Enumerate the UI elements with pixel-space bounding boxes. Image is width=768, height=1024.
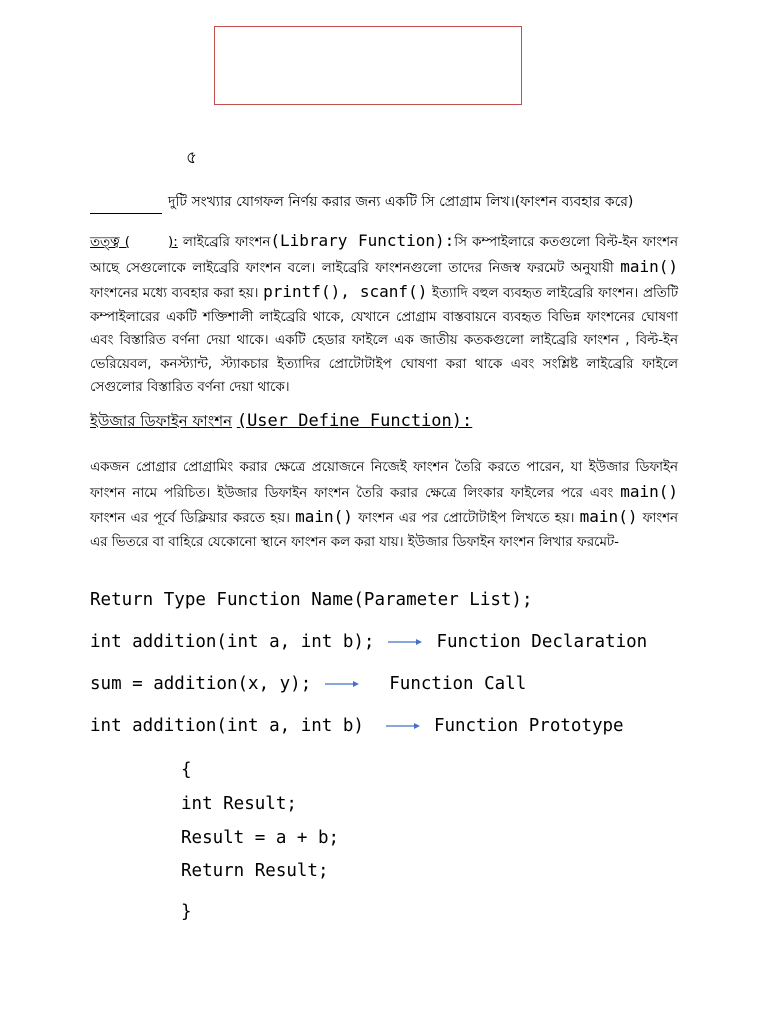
user-define-paragraph: একজন প্রোগ্রার প্রোগ্রামিং করার ক্ষেত্রে প্রয়োজনে নিজেই ফাংশন তৈরি করতে পারেন, যা ইউজার ডিফাইন ফাংশন নামে পরিচিত। ইউজার ডিফাইন ফাংশন তৈরি করার ক্ষেত্রে লিংকার ফাইলের পরে এবং main() ফাংশন এর পূর্বে ডিক্লিয়ার করতে হয়। main() ফাংশন এর পর প্রোটোটাইপ লিখতে হয়। main() ফাংশন এর ভিতরে বা বাহিরে যেকোনো স্থানে ফাংশন কল করা যায়। ইউজার ডিফাইন ফাংশন লিখার ফরমেট- bbox=[90, 460, 679, 550]
question-text: দুটি সংখ্যার যোগফল নির্ণয় করার জন্য একটি সি প্রোগ্রাম লিখ।(ফাংশন ব্যবহার করে) bbox=[168, 194, 634, 210]
arrow-right-icon bbox=[388, 637, 422, 647]
question-line bbox=[90, 190, 633, 214]
code-open-brace: { bbox=[181, 760, 192, 780]
question-number: ৫ bbox=[186, 148, 198, 168]
blank-line bbox=[90, 199, 162, 214]
library-function-en: (Library Function): bbox=[270, 231, 455, 250]
section-heading: ইউজার ডিফাইন ফাংশন (User Define Function): bbox=[90, 411, 473, 431]
header-box bbox=[214, 26, 522, 105]
theory-label: তত্ত্ব ( ): bbox=[90, 235, 178, 250]
code-close-brace: } bbox=[181, 902, 192, 922]
code-line-2: int addition(int a, int b); Function Declaration bbox=[90, 632, 648, 652]
code-line-1: Return Type Function Name(Parameter List); bbox=[90, 590, 533, 610]
arrow-right-icon bbox=[386, 721, 420, 731]
theory-paragraph: তত্ত্ব ( ): লাইব্রেরি ফাংশন(Library Function):সি কম্পাইলারে কতগুলো বিল্ট-ইন ফাংশন আছে সেগুলোকে লাইব্রেরি ফাংশন বলে। লাইব্রেরি ফাংশনগুলো তাদের নিজস্ব ফরমেট অনুযায়ী main() ফাংশনের মধ্যে ব্যবহার করা হয়। printf(), scanf() ইত্যাদি বহুল ব্যবহৃত লাইব্রেরি ফাংশন। প্রতিটি কম্পাইলারের একটি শক্তিশালী লাইব্রেরি থাকে, যেখানে প্রোগ্রাম বাস্তবায়নে ব্যবহৃত বিভিন্ন ফাংশনের ঘোষণা এবং বিস্তারিত বর্ণনা দেয়া থাকে। একটি হেডার ফাইলে এক জাতীয় কতকগুলো লাইব্রেরি ফাংশন , বিল্ট-ইন ভেরিয়েবল, কনস্ট্যান্ট, স্ট্যাকচার ইত্যাদির প্রোটোটাইপ ঘোষণা করা থাকে এবং সংশ্লিষ্ট লাইব্রেরি ফাইলে সেগুলোর বিস্তারিত বর্ণনা দেয়া থাকে। bbox=[90, 231, 679, 395]
code-body-line: int Result; bbox=[181, 794, 297, 814]
arrow-right-icon bbox=[325, 679, 359, 689]
code-line-4: int addition(int a, int b) Function Prototype bbox=[90, 716, 624, 736]
code-line-3: sum = addition(x, y); Function Call bbox=[90, 674, 527, 694]
library-function-bn: লাইব্রেরি ফাংশন bbox=[177, 235, 271, 250]
code-body-line: Result = a + b; bbox=[181, 828, 340, 848]
code-body-line: Return Result; bbox=[181, 861, 329, 881]
